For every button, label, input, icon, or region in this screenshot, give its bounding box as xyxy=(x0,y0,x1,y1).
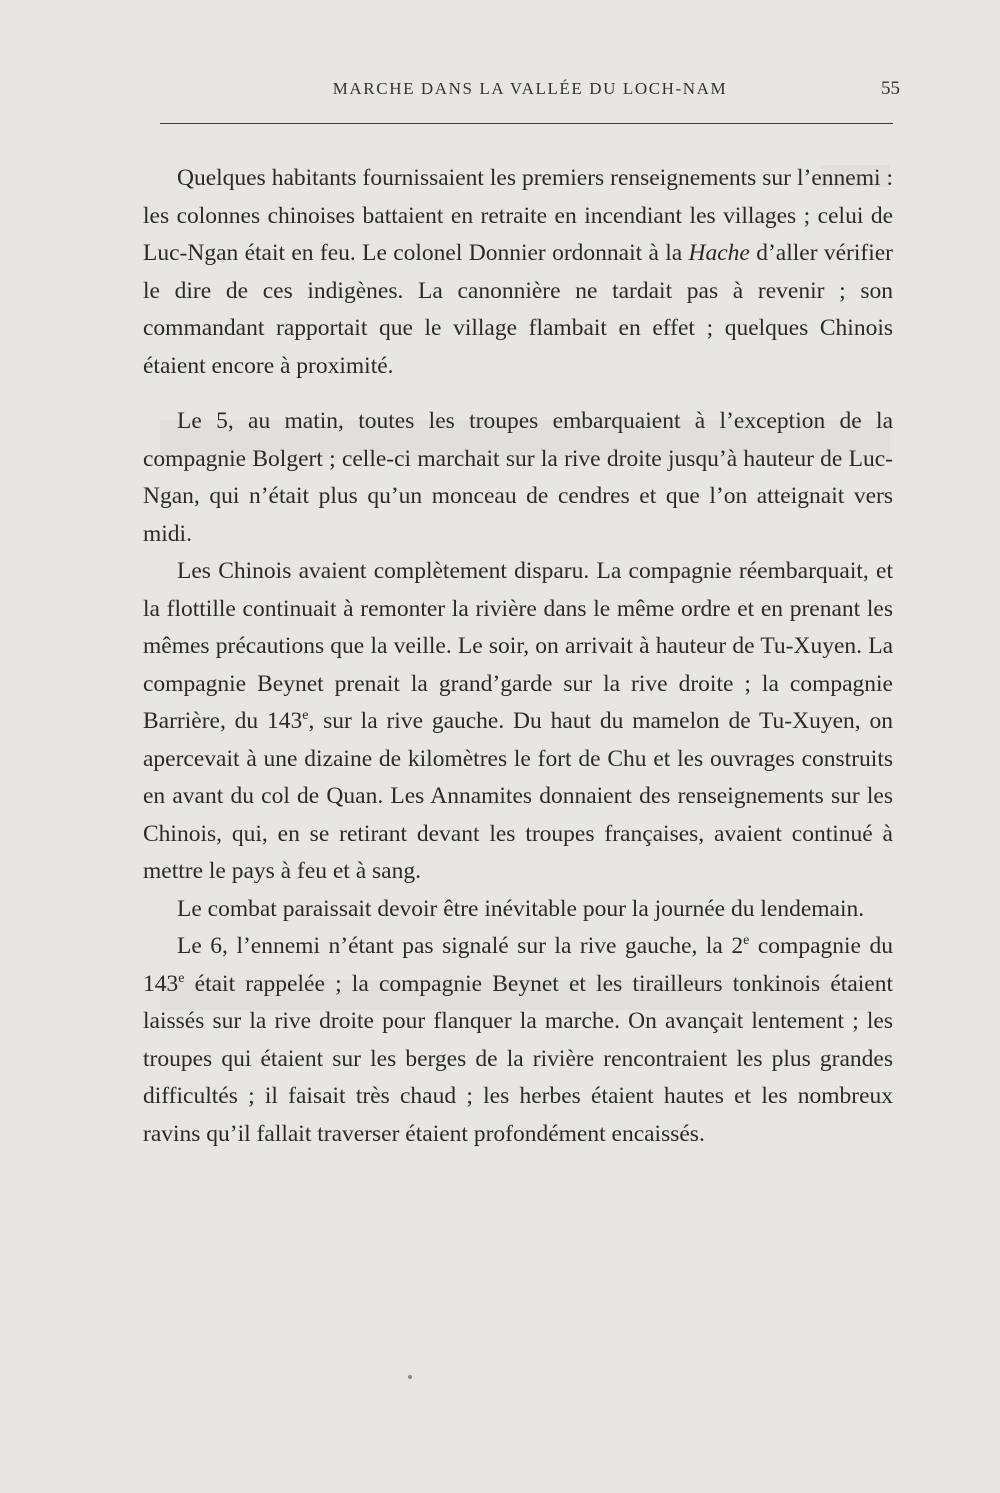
paragraph xyxy=(143,403,893,553)
text-run: Quelques habitants fournissaient les premiers renseignements sur l’ennemi : les colonnes chinoises battaient en retraite en incendiant les villages ; celui de Luc-Ngan était en feu. Le colonel Donnier ordonnait à la xyxy=(143,165,893,266)
page-number: 55 xyxy=(881,78,900,99)
superscript: e xyxy=(178,970,185,986)
paragraph xyxy=(143,928,893,1153)
running-head xyxy=(160,79,900,103)
text-run: Le 6, l’ennemi n’étant pas signalé sur la rive gauche, la 2 xyxy=(177,933,744,959)
paragraph xyxy=(143,160,893,385)
header-rule xyxy=(160,123,893,124)
text-run: , sur la rive gauche. Du haut du mamelon de Tu-Xuyen, on apercevait à une dizaine de kilomètres le fort de Chu et les ouvrages construits en avant du col de Quan. Les Annamites donnaient des renseignements sur les Chinois, qui, en se retirant devant les troupes françaises, avaient continué à mettre le pays à feu et à sang. xyxy=(143,708,893,884)
text-run: Les Chinois avaient complètement disparu. La compagnie réembarquait, et la flottille continuait à remonter la rivière dans le même ordre et en prenant les mêmes précautions que la veille. Le soir, on arrivait à hauteur de Tu-Xuyen. La compagnie Beynet prenait la grand’garde sur la rive droite ; la compagnie Barrière, du 143 xyxy=(143,558,893,734)
paragraph xyxy=(143,553,893,891)
body-text xyxy=(143,160,893,1153)
text-run: Le 5, au matin, toutes les troupes embarquaient à l’exception de la compagnie Bolgert ; celle-ci marchait sur la rive droite jusqu’à hauteur de Luc-Ngan, qui n’était plus qu’un monceau de cendres et que l’on atteignait vers midi. xyxy=(143,408,893,547)
text-run: Le combat paraissait devoir être inévitable pour la journée du lendemain. xyxy=(177,895,865,922)
ink-speck xyxy=(408,1375,412,1379)
superscript: e xyxy=(302,708,309,724)
paragraph xyxy=(143,891,893,929)
italic-text: Hache xyxy=(688,240,750,266)
text-run: compagnie du 143 xyxy=(143,933,893,997)
superscript: e xyxy=(743,933,750,949)
text-run: d’aller vérifier le dire de ces indigènes. La canonnière ne tardait pas à revenir ; son commandant rapportait que le village flambait en effet ; quelques Chinois étaient encore à proximité. xyxy=(143,240,894,379)
text-run: était rappelée ; la compagnie Beynet et les tirailleurs tonkinois étaient laissés sur la rive droite pour flanquer la marche. On avançait lentement ; les troupes qui étaient sur les berges de la rivière rencontraient les plus grandes difficultés ; il faisait très chaud ; les herbes étaient hautes et les nombreux ravins qu’il fallait traverser étaient profondément encaissés. xyxy=(143,970,893,1147)
running-title: MARCHE DANS LA VALLÉE DU LOCH-NAM xyxy=(332,79,728,98)
